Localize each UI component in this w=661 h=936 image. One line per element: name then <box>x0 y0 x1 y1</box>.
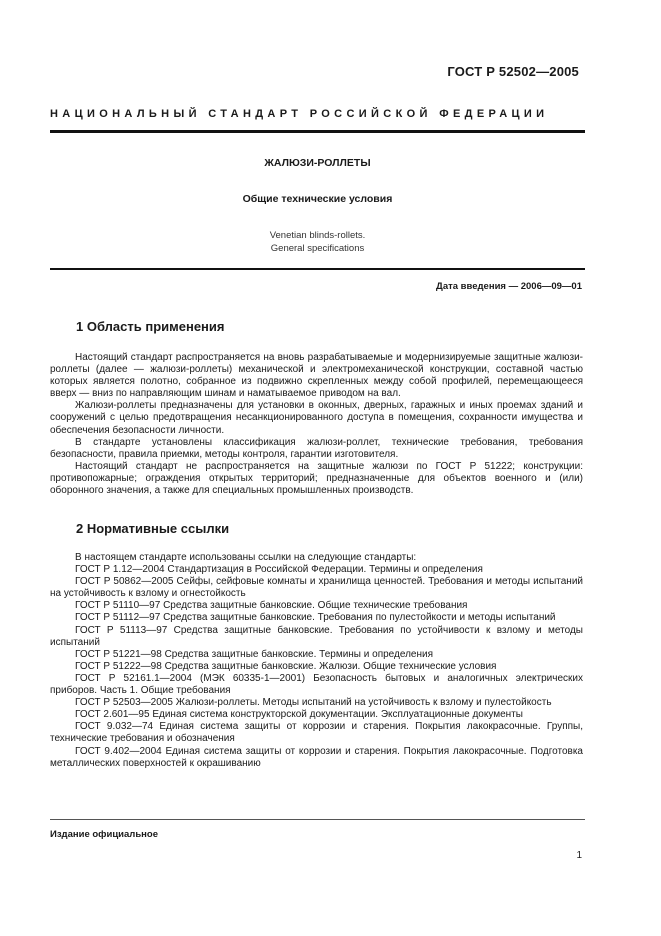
reference-item: ГОСТ Р 51112—97 Средства защитные банковские. Требования по пулестойкости и методы испытаний <box>75 612 556 624</box>
reference-item: ГОСТ 2.601—95 Единая система конструкторской документации. Эксплуатационные документы <box>75 709 523 721</box>
section-1-paragraph: В стандарте установлены классификация жалюзи-роллет, технические требования, требования безопасности, правила приемки, методы контроля, гарантии изготовителя. <box>50 436 583 460</box>
english-title-line-2: General specifications <box>270 243 365 254</box>
introduction-date: Дата введения — 2006—09—01 <box>436 281 582 292</box>
document-subtitle: Общие технические условия <box>242 193 393 205</box>
page-number: 1 <box>576 850 582 861</box>
english-title <box>50 229 585 255</box>
title-rule <box>50 268 585 270</box>
section-1-paragraph: Настоящий стандарт распространяется на вновь разрабатываемые и модернизируемые защитные жалюзи-роллеты (далее — жалюзи-роллеты) механической и электромеханической конструкции, составной частью которых является полотно, собранное из подвижно скрепленных между собой профилей, перемещающееся вверх — вниз по направляющим шинам и наматываемое приводом на вал. <box>50 352 583 400</box>
section-1-title: 1 Область применения <box>76 319 225 334</box>
reference-item: ГОСТ Р 52503—2005 Жалюзи-роллеты. Методы испытаний на устойчивость к взлому и пулестойкость <box>75 697 552 709</box>
section-1-body <box>50 352 583 497</box>
reference-item: ГОСТ Р 51221—98 Средства защитные банковские. Термины и определения <box>75 648 433 660</box>
reference-item: ГОСТ 9.402—2004 Единая система защиты от коррозии и старения. Покрытия лакокрасочные. Подготовка металлических поверхностей к окрашиванию <box>50 745 583 769</box>
reference-item: ГОСТ Р 50862—2005 Сейфы, сейфовые комнаты и хранилища ценностей. Требования и методы испытаний на устойчивость к взлому и огнестойкость <box>50 576 583 600</box>
section-1-paragraph: Жалюзи-роллеты предназначены для установки в оконных, дверных, гаражных и иных проемах зданий и сооружений с целью предотвращения несанкционированного доступа в помещения, сохранности имущества и обеспечения безопасности личности. <box>50 400 583 436</box>
reference-intro: В настоящем стандарте использованы ссылки на следующие стандарты: <box>75 552 417 563</box>
header-rule <box>50 130 585 133</box>
reference-item: ГОСТ Р 52161.1—2004 (МЭК 60335-1—2001) Безопасность бытовых и аналогичных электрических приборов. Часть 1. Общие требования <box>50 672 583 697</box>
reference-item: ГОСТ Р 1.12—2004 Стандартизация в Российской Федерации. Термины и определения <box>75 564 483 576</box>
footer-rule <box>50 819 585 820</box>
document-title: ЖАЛЮЗИ-РОЛЛЕТЫ <box>264 157 371 169</box>
section-2-title: 2 Нормативные ссылки <box>76 521 230 536</box>
document-code: ГОСТ Р 52502—2005 <box>447 64 579 79</box>
section-1-paragraph: Настоящий стандарт не распространяется на защитные жалюзи по ГОСТ Р 51222; конструкции: противопожарные; ограждения открытых территорий; предназначенные для объектов военного и (или) оборонного значения, а также для специальных промышленных производств. <box>50 460 583 497</box>
reference-item: ГОСТ Р 51110—97 Средства защитные банковские. Общие технические требования <box>75 600 468 612</box>
english-title-line-1: Venetian blinds-rollets. <box>269 230 366 241</box>
official-edition-label: Издание официальное <box>50 829 158 840</box>
reference-item: ГОСТ 9.032—74 Единая система защиты от коррозии и старения. Покрытия лакокрасочные. Группы, технические требования и обозначения <box>50 721 583 745</box>
reference-item: ГОСТ Р 51222—98 Средства защитные банковские. Жалюзи. Общие технические условия <box>75 660 497 672</box>
national-standard-banner: НАЦИОНАЛЬНЫЙ СТАНДАРТ РОССИЙСКОЙ ФЕДЕРАЦИИ <box>50 108 549 120</box>
reference-item: ГОСТ Р 51113—97 Средства защитные банковские. Требования по устойчивости к взлому и методы испытаний <box>50 624 583 648</box>
section-2-body <box>50 552 583 770</box>
